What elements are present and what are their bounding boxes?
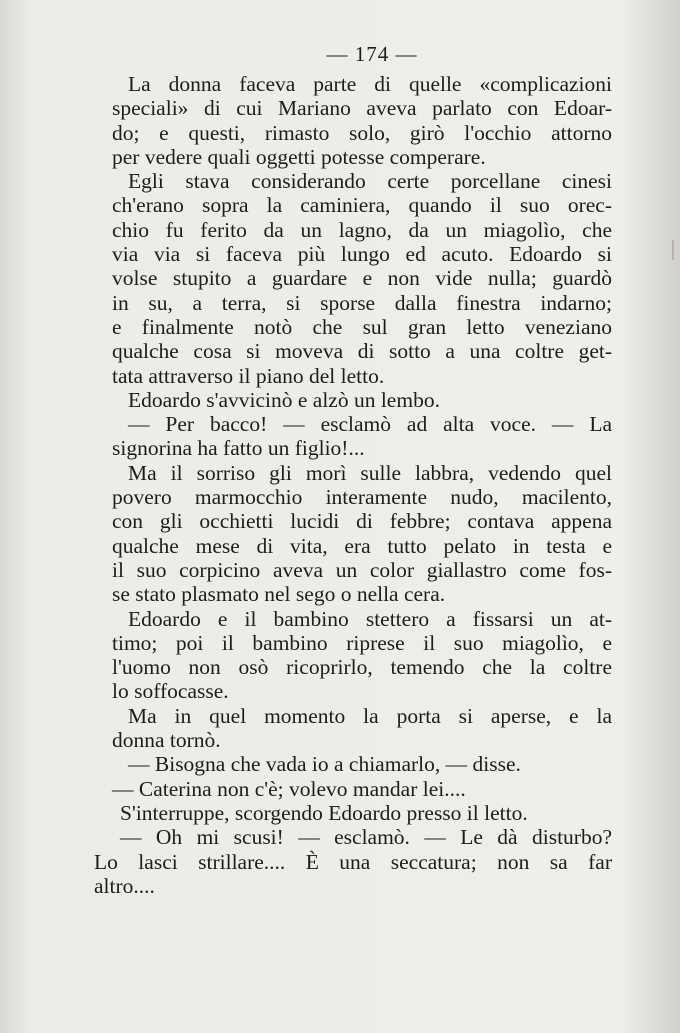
- text-line: via via si faceva più lungo ed acuto. Edoardo si: [112, 242, 612, 267]
- text-line: signorina ha fatto un figlio!...: [112, 436, 365, 461]
- text-line: in su, a terra, si sporse dalla finestra indarno;: [112, 290, 612, 315]
- body-text: [94, 72, 612, 898]
- text-line: S'interruppe, scorgendo Edoardo presso il letto.: [120, 800, 528, 825]
- paragraph: [112, 388, 612, 412]
- text-line: il suo corpicino aveva un color giallastro come fos-: [112, 557, 612, 582]
- text-line: se stato plasmato nel sego o nella cera.: [112, 582, 446, 607]
- text-line: l'uomo non osò ricoprirlo, temendo che la coltre: [112, 655, 612, 680]
- text-line: con gli occhietti lucidi di febbre; contava appena: [112, 509, 612, 534]
- text-line: Edoardo e il bambino stettero a fissarsi un at-: [128, 606, 612, 631]
- paragraph: [112, 801, 612, 825]
- text-line: per vedere quali oggetti potesse comperare.: [112, 144, 486, 169]
- paragraph: [112, 607, 612, 704]
- text-line: ch'erano sopra la caminiera, quando il suo orec-: [112, 193, 612, 218]
- text-line: altro....: [94, 873, 155, 898]
- text-line: do; e questi, rimasto solo, girò l'occhio attorno: [112, 120, 612, 145]
- text-line: donna tornò.: [112, 728, 221, 753]
- page-edge-mark: [672, 240, 674, 260]
- text-line: speciali» di cui Mariano aveva parlato con Edoar-: [112, 96, 612, 121]
- text-line: — Oh mi scusi! — esclamò. — Le dà disturbo?: [120, 825, 612, 850]
- text-line: e finalmente notò che sul gran letto veneziano: [112, 314, 612, 339]
- paragraph: [112, 461, 612, 607]
- paragraph: [112, 704, 612, 753]
- text-line: Lo lasci strillare.... È una seccatura; non sa far: [94, 849, 612, 874]
- text-line: povero marmocchio interamente nudo, macilento,: [112, 485, 612, 510]
- text-line: Ma il sorriso gli morì sulle labbra, vedendo quel: [128, 460, 612, 485]
- text-line: tata attraverso il piano del letto.: [112, 363, 385, 388]
- text-line: — Bisogna che vada io a chiamarlo, — disse.: [128, 752, 521, 777]
- text-line: lo soffocasse.: [112, 679, 229, 704]
- text-line: qualche cosa si moveva di sotto a una coltre get-: [112, 339, 612, 364]
- text-line: qualche mese di vita, era tutto pelato in testa e: [112, 533, 612, 558]
- paragraph: [112, 169, 612, 388]
- text-line: volse stupito a guardare e non vide nulla; guardò: [112, 266, 612, 291]
- text-line: Edoardo s'avvicinò e alzò un lembo.: [128, 387, 440, 412]
- text-line: Egli stava considerando certe porcellane cinesi: [128, 169, 612, 194]
- paragraph: [112, 752, 612, 776]
- text-line: — Caterina non c'è; volevo mandar lei....: [112, 776, 466, 801]
- paragraph: [94, 825, 612, 898]
- page-number: — 174 —: [326, 42, 418, 66]
- paragraph: [112, 72, 612, 169]
- paragraph: [112, 777, 612, 801]
- paragraph: [112, 412, 612, 461]
- text-line: timo; poi il bambino riprese il suo miagolìo, e: [112, 630, 612, 655]
- text-line: La donna faceva parte di quelle «complicazioni: [128, 72, 612, 96]
- text-line: chio fu ferito da un lagno, da un miagolìo, che: [112, 217, 612, 242]
- text-line: Ma in quel momento la porta si aperse, e la: [128, 703, 612, 728]
- text-line: — Per bacco! — esclamò ad alta voce. — La: [128, 412, 612, 437]
